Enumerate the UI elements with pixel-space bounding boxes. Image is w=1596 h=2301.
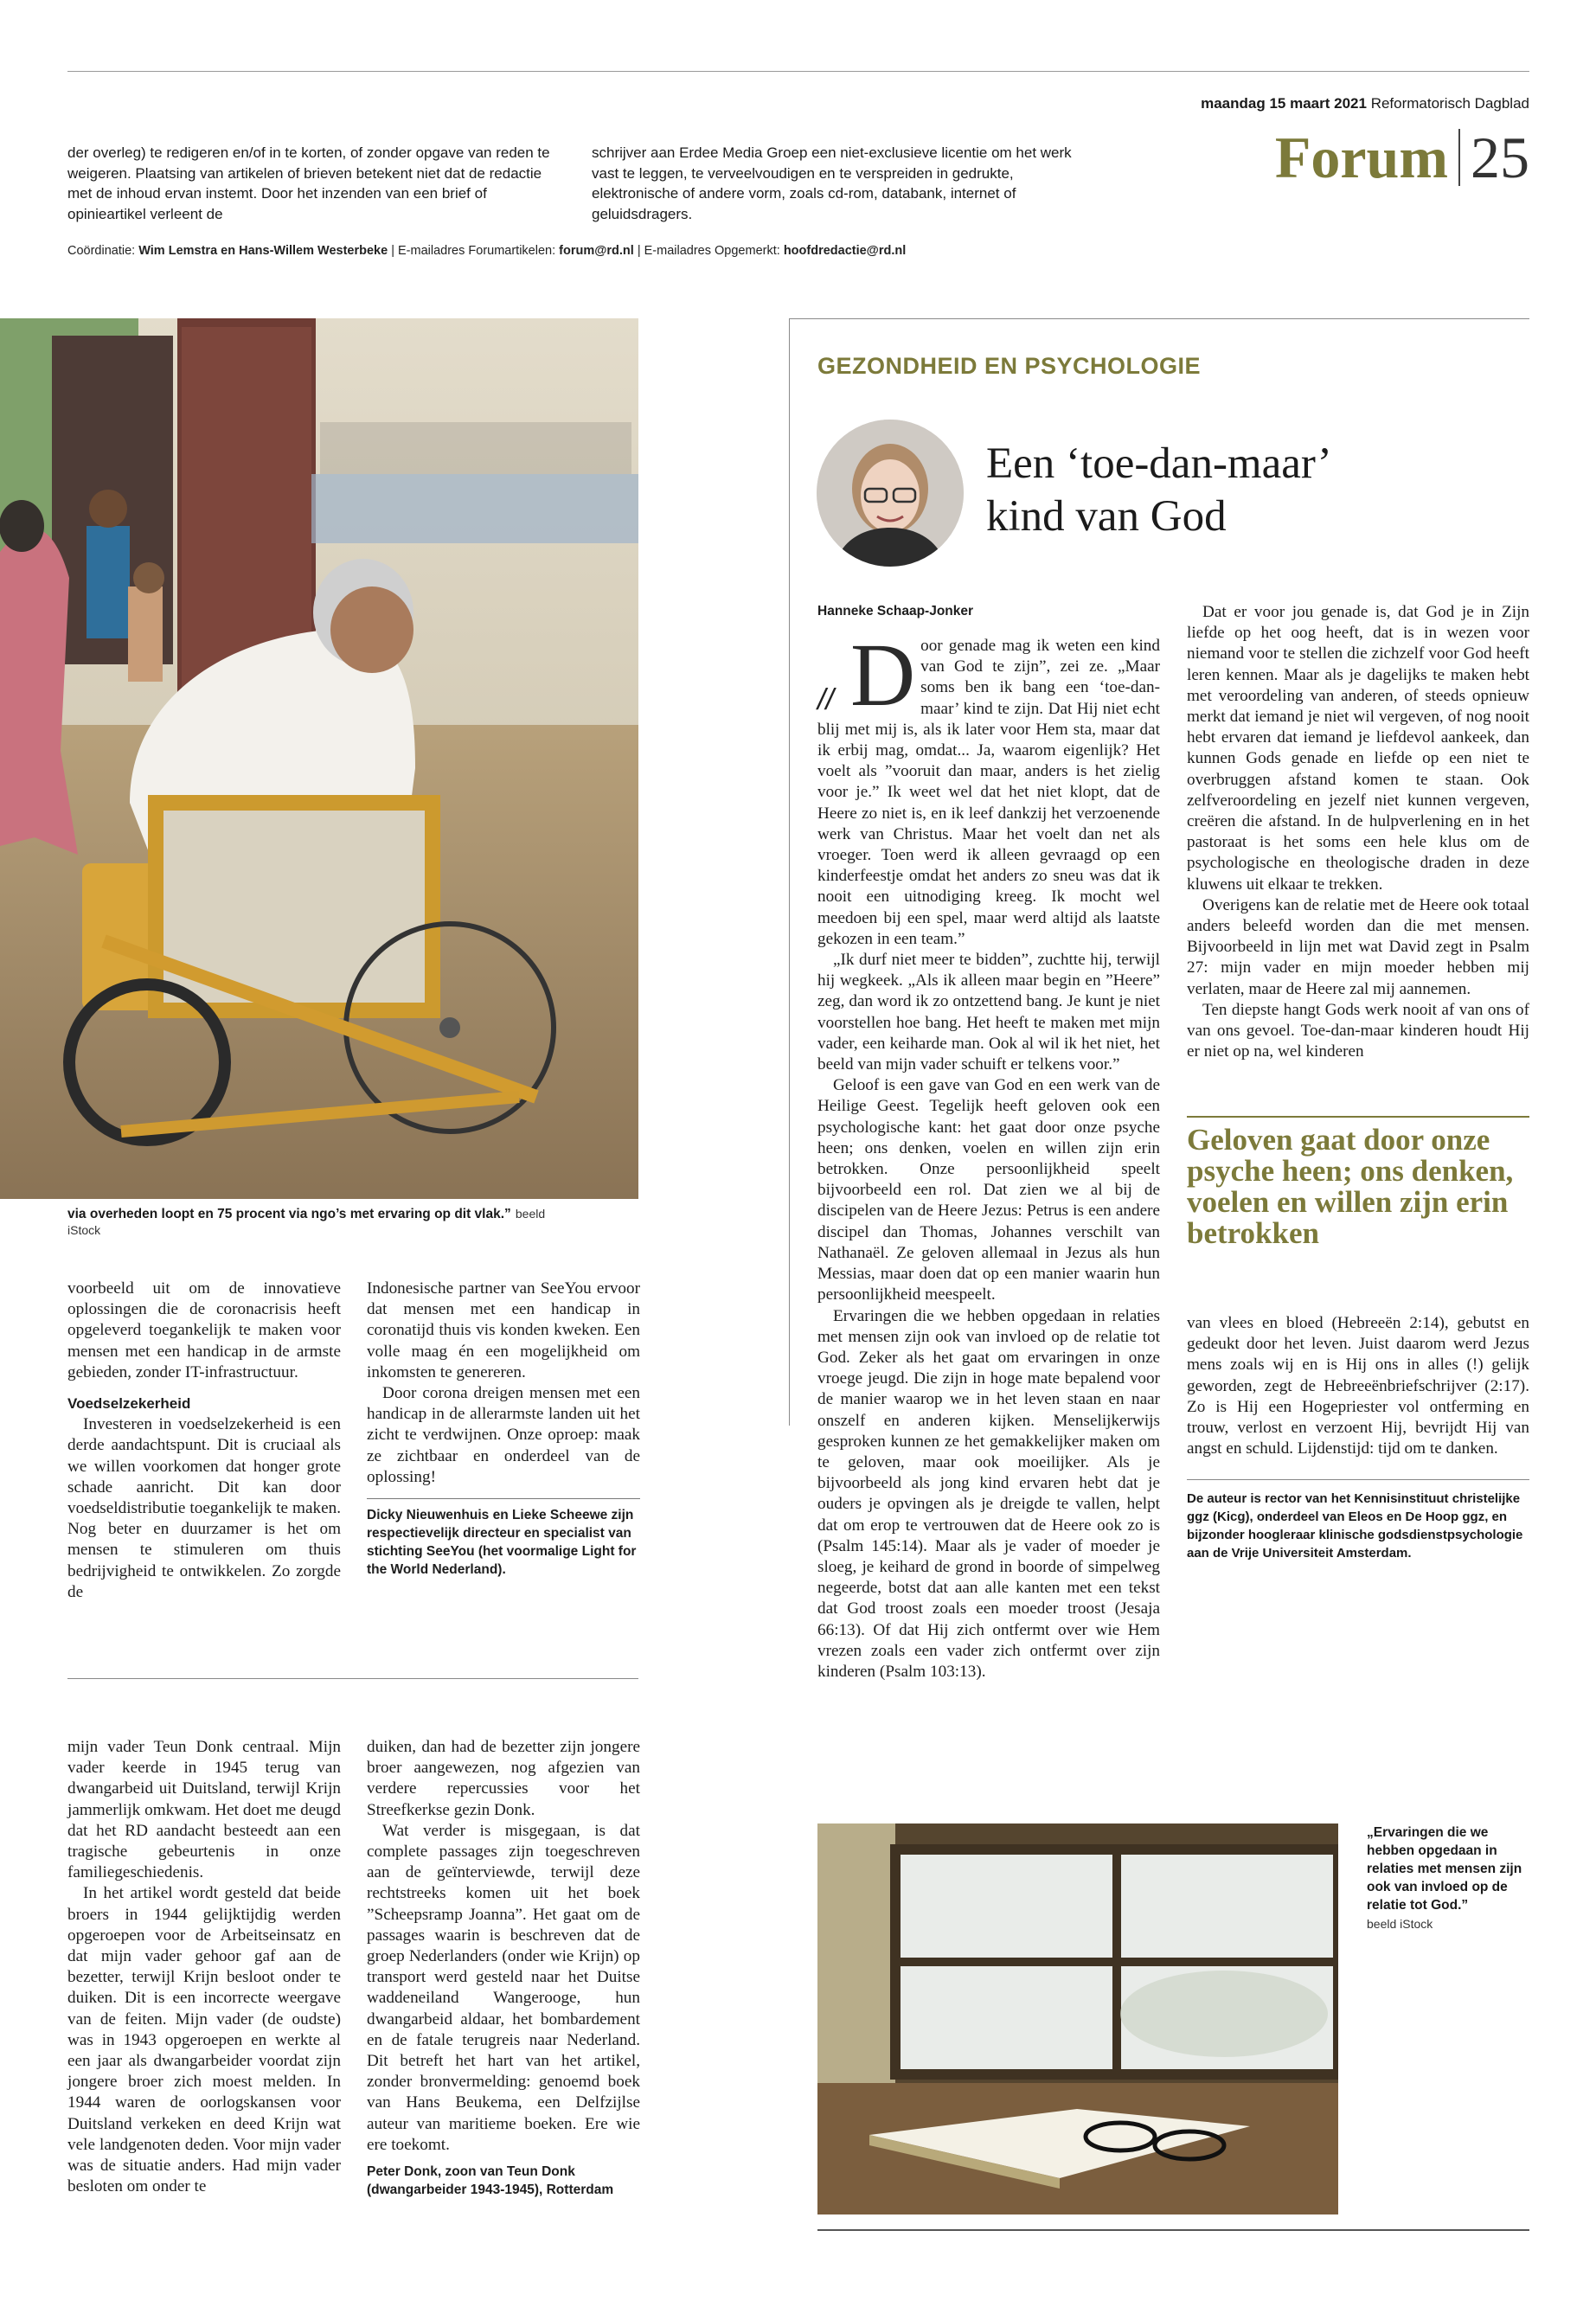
seeyou-subhead: Voedselzekerheid [67, 1395, 191, 1413]
bottom-right-rule [817, 2229, 1529, 2231]
pullquote-top-rule [1187, 1116, 1529, 1118]
headline-line-1: Een ‘toe-dan-maar’ [986, 439, 1332, 488]
main-para-7: Ten diepste hangt Gods werk nooit af van ons of van ons gevoel. Toe-dan-maar kinderen houdt Hij er niet op na, wel kinderen [1187, 1000, 1529, 1061]
main-para-5: Dat er voor jou genade is, dat God je in Zijn liefde op het oog heeft, dat is in wezen voor niemand voor te stellen die zichzelf voor God heeft leren kennen. Maar als je dagelijks te maken hebt met veroordeling van anderen, of steeds opnieuw merkt dat iemand je niet wil vergeven, of nog nooit hebt ervaren dat iemand je liefdevol aankeek, dan kunnen Gods genade en liefde op een niet te overbruggen afstand komen te staan. Ook zelfveroordeling en jezelf niet kunnen vergeven, creëren die afstand. In de hulpverlening en in het pastoraat is het soms een hele klus om de psychologische en theologische draden in deze kluwens uit elkaar te trekken. [1187, 603, 1529, 894]
main-col-1 [817, 602, 1160, 1682]
bible-photo-illustration [817, 1823, 1338, 2214]
author-byline: Hanneke Schaap-Jonker [817, 604, 974, 619]
photo1-caption-block [67, 1205, 638, 1237]
photo1-credit-label: beeld [515, 1207, 546, 1221]
email-forum-label: E-mailadres Forumartikelen: [398, 244, 556, 258]
bible-photo [817, 1823, 1338, 2214]
email-opgemerkt-label: E-mailadres Opgemerkt: [644, 244, 780, 258]
donk-col-1 [67, 1737, 341, 2197]
section-header [1194, 123, 1529, 192]
email-opgemerkt-link[interactable]: hoofdredactie@rd.nl [783, 244, 907, 258]
headline-line-2: kind van God [986, 492, 1227, 541]
author-bio: De auteur is rector van het Kennisinstituut christelijke ggz (Kicg), onderdeel van Eleos en De Hoop ggz, en bijzonder hoogleraar klinische godsdienstpsychologie aan de Vrije Universiteit Amsterdam. [1187, 1491, 1523, 1561]
coord-label: Coördinatie: [67, 244, 136, 258]
intro-col-1: der overleg) te redigeren en/of in te korten, of zonder opgave van reden te weigeren. Plaatsing van artikelen of brieven betekent niet dat de redactie met de inhoud ervan instemt. Door het inzenden van een brief of opinieartikel verleent de [67, 144, 550, 222]
seeyou-signature: Dicky Nieuwenhuis en Lieke Scheewe zijn respectievelijk directeur en specialist van stichting SeeYou (het voormalige Light for the World Nederland). [367, 1508, 637, 1578]
photo2-credit: beeld iStock [1367, 1917, 1433, 1931]
section-title: Forum [1274, 125, 1448, 190]
main-col-2b [1187, 1313, 1529, 1459]
seeyou-sign-rule [367, 1498, 640, 1499]
credits-line: Coördinatie: Wim Lemstra en Hans-Willem Westerbeke | E-mailadres Forumartikelen: forum@rd.nl | E-mailadres Opgemerkt: hoofdredactie@rd.nl [67, 244, 907, 258]
seeyou-col2-para2: Door corona dreigen mensen met een handicap in de allerarmste landen uit het zicht te verdwijnen. Onze oproep: maak ze zichtbaar en onderdeel van de oplossing! [367, 1384, 640, 1486]
bio-rule [1187, 1479, 1529, 1480]
main-para-2: „Ik durf niet meer te bidden”, zuchtte hij, terwijl hij wegkeek. „Als ik alleen maar begin en ”Heere” zeg, dan word ik zo ontzettend bang. Je kunt je niet voorstellen hoe bang. Het heeft te maken met mijn vader, een keiharde man. Ook al wil ik het niet, het beeld van mijn vader schuift er telkens voor.” [817, 951, 1160, 1074]
seeyou-col-2 [367, 1279, 640, 1579]
page-number: 25 [1471, 125, 1529, 190]
photo1-caption: via overheden loopt en 75 procent via ngo’s met ervaring op dit vlak.” [67, 1207, 511, 1221]
donk-col-2 [367, 1737, 640, 2199]
main-para-1: oor genade mag ik weten een kind van God te zijn”, zei ze. „Maar soms ben ik bang een ‘toe-dan-maar’ kind te zijn. Dat Hij niet echt blij met mij is, als ik later voor Hem sta, maar dat ik erbij mag, omdat... Ja, waarom eigenlijk? Het voelt als ”vooruit dan maar, anders is het zielig voor je.” Ik weet wel dat het niet klopt, dat de Heere zo niet is, en ik leef dankzij het verzoenende werk van Christus. Maar het voelt dan net als vroeger. Toen werd ik alleen gevraagd op een kinderfeestje omdat het anders zo sneu was dat ik nooit een uitnodiging kreeg. Ik mocht wel meedoen bij een spel, maar werd altijd als laatste gekozen in een team.” [817, 637, 1160, 948]
donk-col2-para2: Wat verder is misgegaan, is dat complete passages zijn toegeschreven aan de geïnterviewde, terwijl deze rechtstreeks komen uit het boek ”Scheepsramp Joanna”. Het gaat om de passages waarin is beschreven dat de groep Nederlanders (onder wie Krijn) op transport werd gesteld naar het Duitse waddeneiland Wangerooge, hun dwangarbeid aldaar, het bombardement en de fatale terugreis naar Nederland. Dit betreft het hart van het artikel, zonder bronvermelding: genoemd boek van Hans Beukema, een Delfzijlse auteur van maritieme boeken. Ere wie ere toekomt. [367, 1821, 640, 2154]
email-forum-link[interactable]: forum@rd.nl [559, 244, 634, 258]
newspaper-name: Reformatorisch Dagblad [1370, 95, 1529, 112]
main-para-4: Ervaringen die we hebben opgedaan in relaties met mensen zijn ook van invloed op de relatie tot God. Zeker als het gaat om ervaringen in onze vroege jeugd. Die zijn in hoge mate bepalend voor de manier waarop we in het leven staan en naar onszelf en anderen kijken. Menselijkerwijs gesproken kunnen ze het gemakkelijker maken om te geloven, maar ook moeilijker. Als je bijvoorbeeld als jong kind ervaren hebt dat je ouders je opvingen als je dreigde te vallen, helpt dat om erop te vertrouwen dat de Heere ook zo is (Psalm 145:14). Maar als je vader of moeder je sloeg, je keihard de grond in boorde of simpelweg negeerde, botst dat aan alle kanten met een tekst dat God troost zoals een moeder troost (Jesaja 66:13). Of dat Hij zich ontfermt over wie Hem vrezen zoals een vader zich ontfermt over zijn kinderen (Psalm 103:13). [817, 1306, 1160, 1681]
intro-col-2: schrijver aan Erdee Media Groep een niet-exclusieve licentie om het werk vast te leggen, te verveelvoudigen en te verspreiden in gedrukte, elektronische of andere vorm, zoals cd-rom, databank, internet of geluidsdragers. [592, 144, 1072, 222]
seeyou-col2-para: Indonesische partner van SeeYou ervoor dat mensen met een handicap in coronatijd thuis vis konden kweken. Een volle maag én een mogelijkheid om inkomsten te genereren. [367, 1279, 640, 1381]
main-article-top-rule [789, 318, 1529, 319]
donk-col1-para: mijn vader Teun Donk centraal. Mijn vader keerde in 1945 terug van dwangarbeid uit Duitsland, terwijl Krijn jammerlijk omkwam. Het doet me deugd dat het RD aandacht besteedt aan een tragische gebeurtenis in onze familiegeschiedenis. [67, 1738, 341, 1882]
seeyou-col-1 [67, 1279, 341, 1603]
photo1-credit-source: iStock [67, 1223, 101, 1237]
author-avatar [817, 420, 964, 567]
main-para-8: van vlees en bloed (Hebreeën 2:14), gebutst en gedeukt door het leven. Juist daarom werd Jezus mens zoals wij en is Hij ons in alles (!) gelijk geworden, zegt de Hebreeënbriefschrijver (2:17). Zo is Hij een Hogepriester vol ontferming en trouw, verlost en verzoent Hij, bevrijdt Hij van angst en schuld. Lijdenstijd: tijd om te danken. [1187, 1314, 1529, 1458]
author-portrait [817, 420, 964, 567]
section-divider [1458, 129, 1460, 186]
wheelchair-photo [0, 318, 638, 1199]
main-para-3: Geloof is een gave van God en een werk van de Heilige Geest. Tegelijk heeft geloven ook een psychologische kant: het gaat door onze psyche heen; ons denken, voelen en willen zijn erin betrokken. Onze persoonlijkheid speelt bijvoorbeeld een rol. Dat zien we al bij de discipelen van de Heere Jezus: Petrus is een andere discipel dan Thomas, Johannes verschilt van Nathanaël. Ze geloven allemaal in Jezus als hun Messias, maar doen dat op een manier waarin hun persoonlijkheid meespeelt. [817, 1076, 1160, 1304]
coord-names: Wim Lemstra en Hans-Willem Westerbeke [138, 244, 388, 258]
dropcap-block [817, 625, 1160, 950]
main-kicker: GEZONDHEID EN PSYCHOLOGIE [817, 353, 1202, 379]
mid-left-rule [67, 1678, 638, 1679]
photo2-caption: „Ervaringen die we hebben opgedaan in relaties met mensen zijn ook van invloed op de relatie tot God.” [1367, 1825, 1522, 1913]
quote-marks: // [817, 683, 834, 716]
main-headline [986, 438, 1522, 543]
wheelchair-photo-illustration [0, 318, 638, 1199]
top-rule [67, 71, 1529, 72]
masthead-dateline [1125, 95, 1529, 112]
main-para-6: Overigens kan de relatie met de Heere ook totaal anders beleefd worden dan die met mensen. Bijvoorbeeld in lijn met wat David zegt in Psalm 27: mijn vader en mijn moeder hebben mij verlaten, maar de Heere zal mij aannemen. [1187, 895, 1529, 998]
seeyou-col1-para2: Investeren in voedselzekerheid is een derde aandachtspunt. Dit is cruciaal als we willen voorkomen dat honger grote schade aanricht. Dit kan door voedseldistributie toegankelijk te maken. Nog beter en duurzamer is het om mensen te stimuleren om thuis bedrijvigheid te ontwikkelen. Zo zorgde de [67, 1415, 341, 1601]
dropcap: D [850, 625, 916, 725]
donk-signature: Peter Donk, zoon van Teun Donk (dwangarbeider 1943-1945), Rotterdam [367, 2164, 614, 2198]
issue-date: maandag 15 maart 2021 [1201, 95, 1367, 112]
seeyou-col1-para: voorbeeld uit om de innovatieve oplossingen die de coronacrisis heeft opgeleverd toegankelijk te maken voor mensen met een handicap in de armste gebieden, zonder IT-infrastructuur. [67, 1279, 341, 1381]
main-article-frame-left [789, 318, 790, 1426]
main-col-2 [1187, 602, 1529, 1062]
donk-col1-para2: In het artikel wordt gesteld dat beide broers in 1944 gelijktijdig werden opgeroepen voor de Arbeitseinsatz en dat mijn vader gehoor gaf aan de bezetter, terwijl Krijn besloot onder te duiken. Dit is een incorrecte weergave van de feiten. Mijn vader (de oudste) was in 1943 opgeroepen en werkte al een jaar als dwangarbeider voordat zijn jongere broer zich moest melden. In 1944 waren de oorlogskansen voor Duitsland verkeken en deed Krijn wat vele landgenoten deden. Voor mijn vader was de situatie anders. Had mijn vader besloten om onder te [67, 1884, 341, 2196]
pull-quote: Geloven gaat door onze psyche heen; ons denken, voelen en willen zijn erin betrokken [1187, 1123, 1514, 1250]
donk-col2-para: duiken, dan had de bezetter zijn jongere broer aangewezen, nog afgezien van verdere repercussies voor het Streefkerkse gezin Donk. [367, 1738, 640, 1819]
